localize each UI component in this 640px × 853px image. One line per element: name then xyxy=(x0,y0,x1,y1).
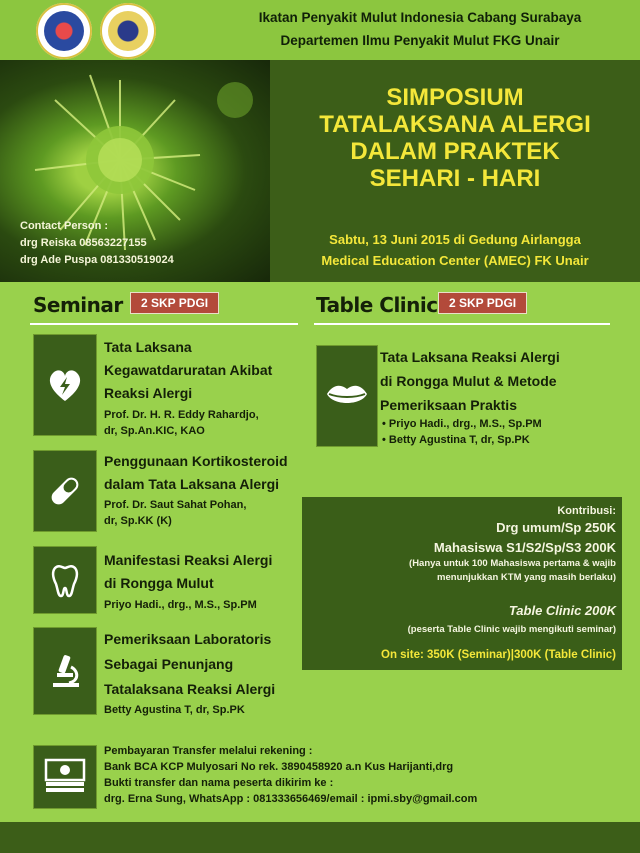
organizer-line-1: Ikatan Penyakit Mulut Indonesia Cabang Surabaya xyxy=(258,10,582,25)
session-1-title-3: Reaksi Alergi xyxy=(104,385,193,401)
event-title-line-1: SIMPOSIUM xyxy=(386,84,524,111)
table-clinic-title-3: Pemeriksaan Praktis xyxy=(380,397,517,413)
footer-band xyxy=(0,822,640,853)
payment-icon-box xyxy=(33,745,97,809)
session-icon-box xyxy=(33,627,97,715)
heart-pulse-icon xyxy=(45,365,85,405)
table-clinic-heading: Table Clinic xyxy=(316,293,438,317)
seminar-heading: Seminar xyxy=(33,293,123,317)
payment-contact: drg. Erna Sung, WhatsApp : 081333656469/email : ipmi.sby@gmail.com xyxy=(104,793,478,805)
payment-line-3: Bukti transfer dan nama peserta dikirim ke : xyxy=(104,777,334,789)
event-title-line-3: DALAM PRAKTEK xyxy=(350,138,560,165)
tooth-icon xyxy=(45,560,85,600)
microscope-icon xyxy=(45,651,85,691)
organizer-line-2: Departemen Ilmu Penyakit Mulut FKG Unair xyxy=(280,33,560,48)
table-clinic-icon-box xyxy=(316,345,378,447)
session-1-speaker-1: Prof. Dr. H. R. Eddy Rahardjo, xyxy=(104,409,259,421)
event-venue: Medical Education Center (AMEC) FK Unair xyxy=(321,253,589,268)
session-1-title-1: Tata Laksana xyxy=(104,339,192,355)
contribution-label: Kontribusi: xyxy=(557,505,616,517)
table-clinic-title-2: di Rongga Mulut & Metode xyxy=(380,373,557,389)
seminar-skp-badge: 2 SKP PDGI xyxy=(130,292,219,314)
header-band xyxy=(0,0,640,60)
payment-line-1: Pembayaran Transfer melalui rekening : xyxy=(104,745,313,757)
session-4-title-1: Pemeriksaan Laboratoris xyxy=(104,631,272,647)
session-1-speaker-2: dr, Sp.An.KIC, KAO xyxy=(104,425,205,437)
session-4-title-3: Tatalaksana Reaksi Alergi xyxy=(104,681,276,697)
session-3-title-2: di Rongga Mulut xyxy=(104,575,214,591)
session-icon-box xyxy=(33,546,97,614)
contact-label: Contact Person : xyxy=(20,220,109,232)
contact-person-2: drg Ade Puspa 081330519024 xyxy=(20,254,174,266)
table-clinic-divider xyxy=(314,323,610,325)
session-2-title-1: Penggunaan Kortikosteroid xyxy=(104,453,288,469)
money-icon xyxy=(44,758,86,796)
student-note-1: (Hanya untuk 100 Mahasiswa pertama & wajib xyxy=(409,558,616,569)
event-title-line-4: SEHARI - HARI xyxy=(369,165,541,192)
event-date: Sabtu, 13 Juni 2015 di Gedung Airlangga xyxy=(329,232,581,247)
payment-bank-account: Bank BCA KCP Mulyosari No rek. 3890458920 a.n Kus Harijanti,drg xyxy=(104,761,454,773)
lips-icon xyxy=(325,376,369,416)
session-icon-box xyxy=(33,450,97,532)
table-clinic-skp-badge: 2 SKP PDGI xyxy=(438,292,527,314)
onsite-price: On site: 350K (Seminar)|300K (Table Clinic) xyxy=(381,649,616,661)
session-1-title-2: Kegawatdaruratan Akibat xyxy=(104,362,273,378)
contact-person-1: drg Reiska 08563227155 xyxy=(20,237,147,249)
unair-logo xyxy=(100,3,156,59)
session-4-speaker-1: Betty Agustina T, dr, Sp.PK xyxy=(104,704,245,716)
table-clinic-speaker-1: • Priyo Hadi., drg., M.S., Sp.PM xyxy=(382,418,542,430)
session-3-title-1: Manifestasi Reaksi Alergi xyxy=(104,552,273,568)
student-note-2: menunjukkan KTM yang masih berlaku) xyxy=(437,572,616,583)
price-table-clinic: Table Clinic 200K xyxy=(508,603,616,618)
session-2-title-2: dalam Tata Laksana Alergi xyxy=(104,476,280,492)
session-icon-box xyxy=(33,334,97,436)
session-2-speaker-2: dr, Sp.KK (K) xyxy=(104,515,172,527)
price-general: Drg umum/Sp 250K xyxy=(496,520,616,535)
session-4-title-2: Sebagai Penunjang xyxy=(104,656,234,672)
ipmi-logo xyxy=(36,3,92,59)
table-clinic-note: (peserta Table Clinic wajib mengikuti seminar) xyxy=(407,624,616,635)
session-2-speaker-1: Prof. Dr. Saut Sahat Pohan, xyxy=(104,499,247,511)
session-3-speaker-1: Priyo Hadi., drg., M.S., Sp.PM xyxy=(104,599,257,611)
table-clinic-title-1: Tata Laksana Reaksi Alergi xyxy=(380,349,560,365)
table-clinic-speaker-2: • Betty Agustina T, dr, Sp.PK xyxy=(382,434,530,446)
capsule-icon xyxy=(45,471,85,511)
event-title-line-2: TATALAKSANA ALERGI xyxy=(319,111,591,138)
price-student: Mahasiswa S1/S2/Sp/S3 200K xyxy=(433,540,616,555)
seminar-divider xyxy=(30,323,298,325)
